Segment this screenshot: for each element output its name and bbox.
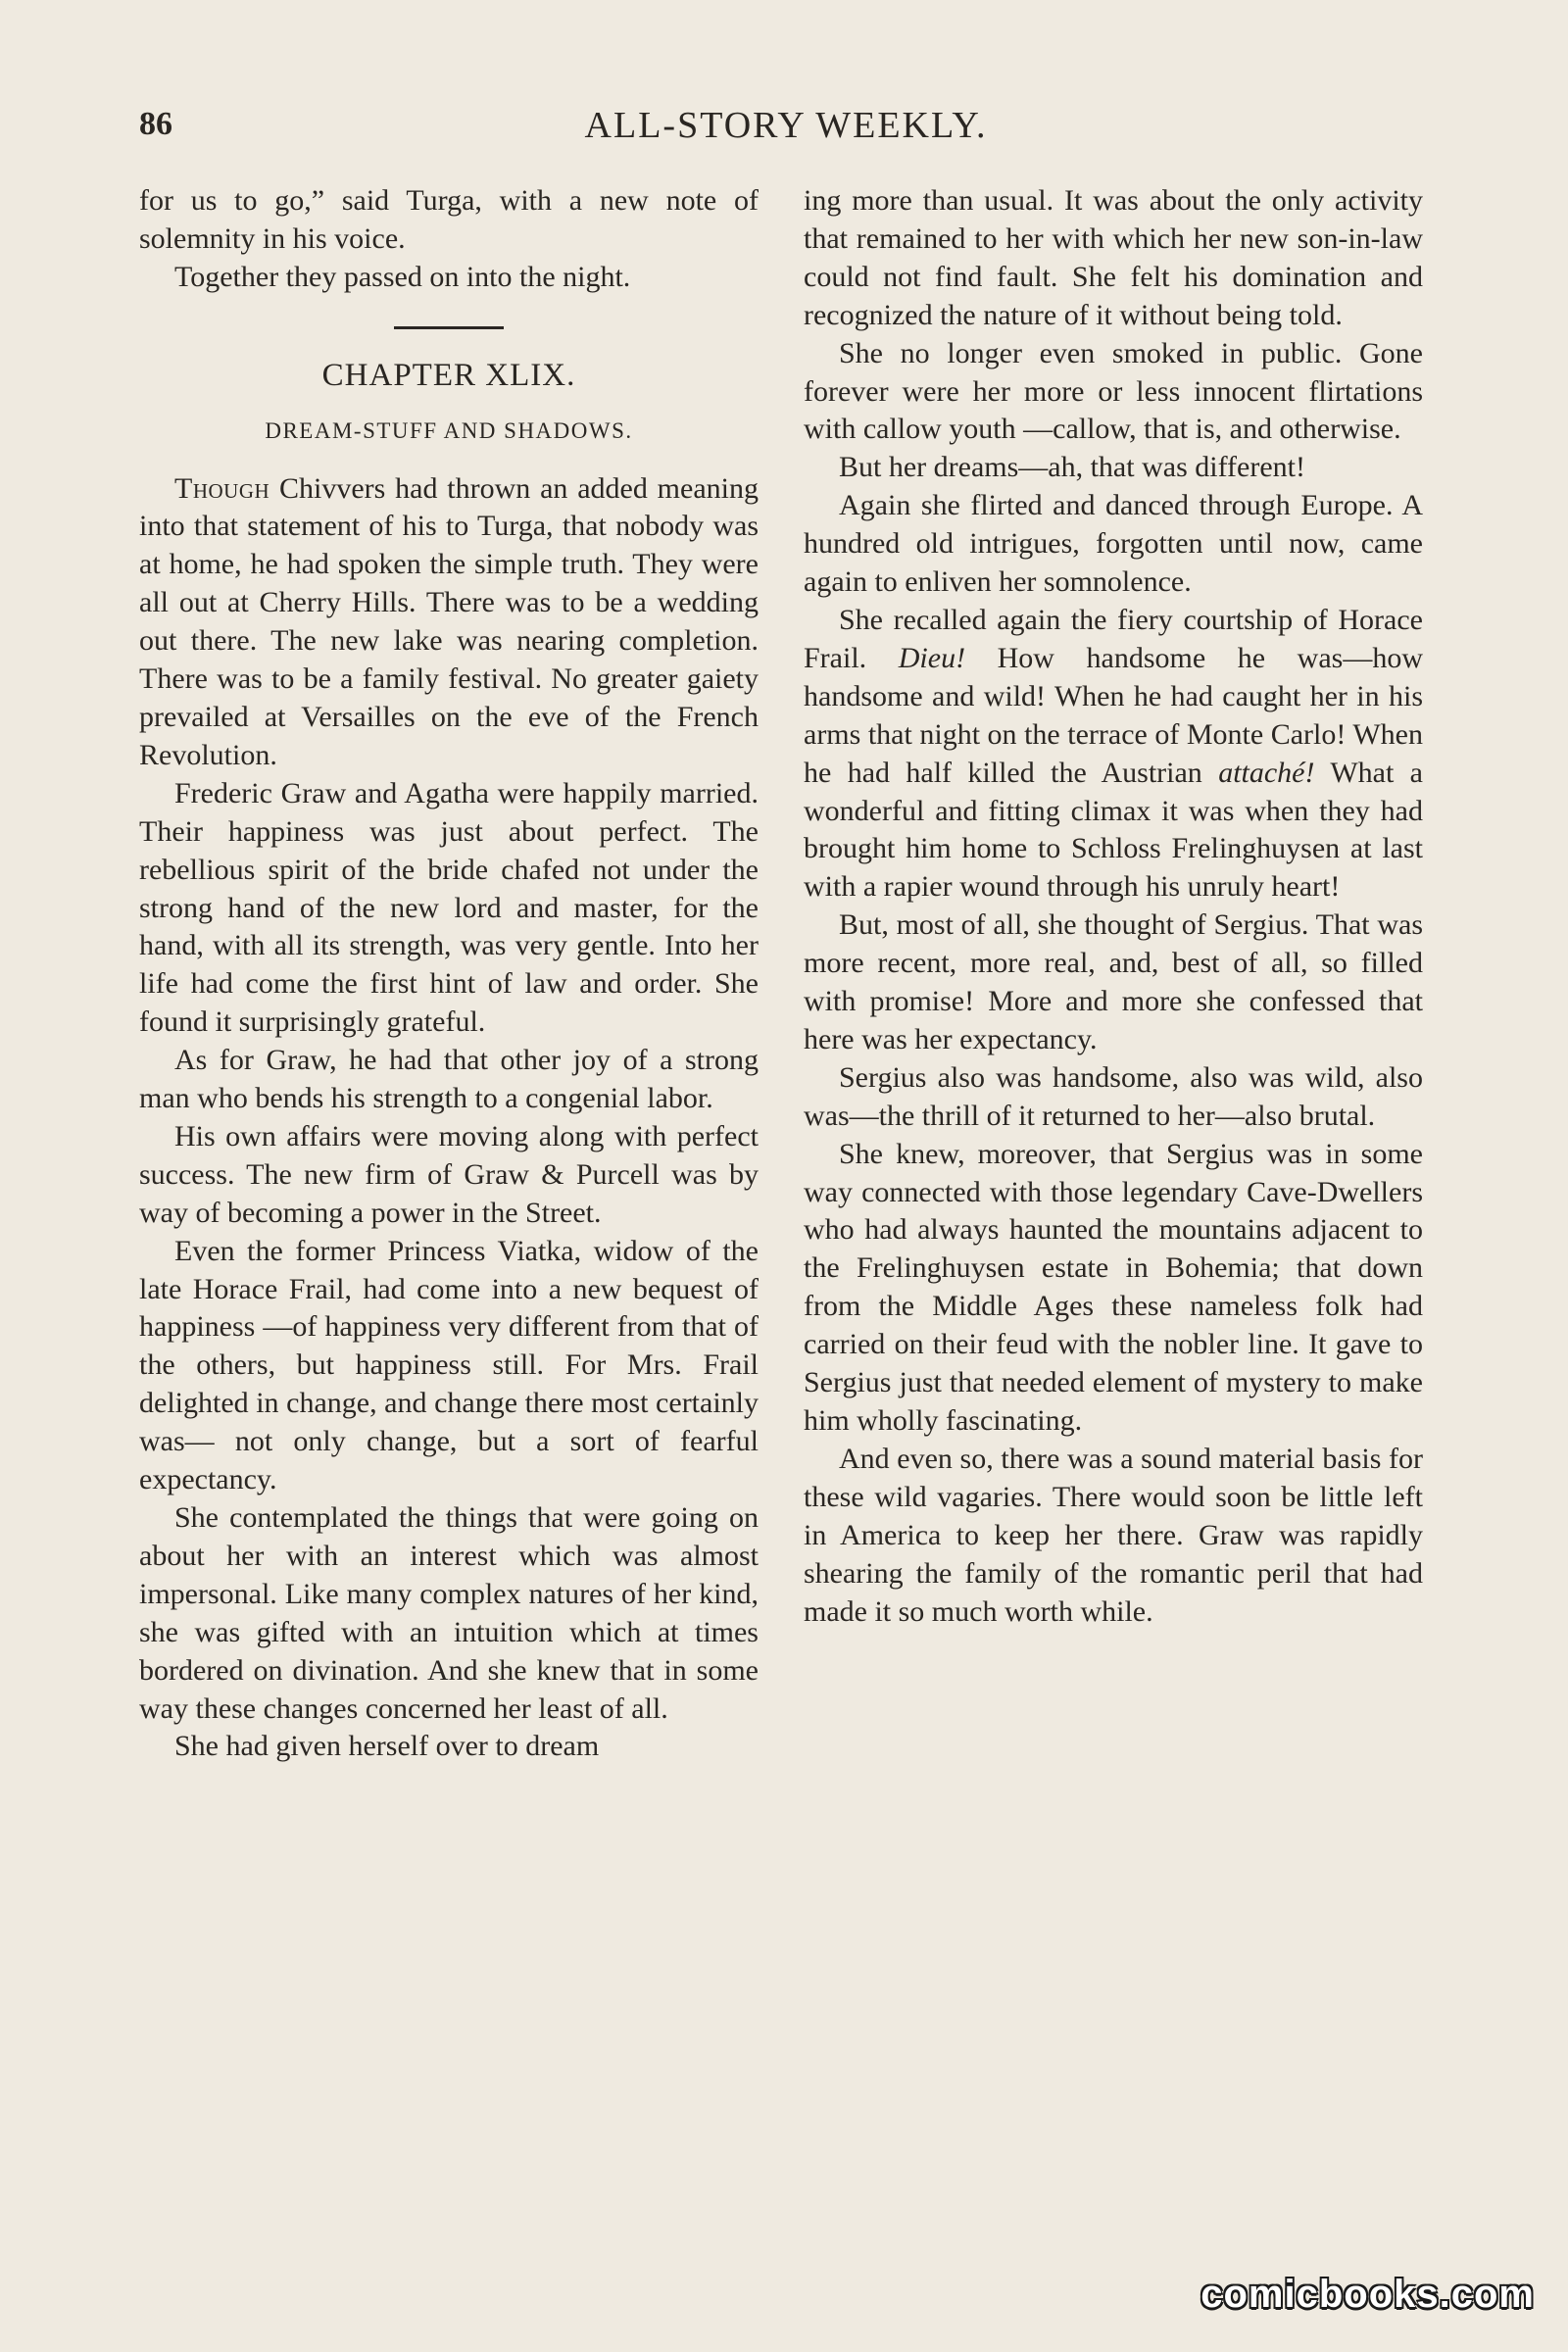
drop-lead-word: Though bbox=[174, 471, 270, 505]
chapter-title: CHAPTER XLIX. bbox=[321, 357, 576, 393]
paragraph: ing more than usual. It was about the only activity that remained to her with which her new son-in-law could not find fault. She felt his domination and recognized the nature of it without being told. bbox=[804, 184, 1423, 331]
paragraph: Even the former Princess Viatka, widow of the late Horace Frail, had come into a new bequest of happiness —of happiness very different from that of the others, but happiness still. For Mrs. Frail delighted in change, and change there most certainly was— not only change, but a sort of fearful expectancy. bbox=[139, 1234, 759, 1496]
paragraph-text: What a wonderful and fitting climax it was when they had brought him home to Schloss Frelinghuysen at last with a rapier wound through his unruly heart! bbox=[804, 756, 1423, 904]
paragraph-text: She recalled again the fiery courtship of Horace Frail. bbox=[804, 603, 1423, 674]
italic-word: attaché! bbox=[1218, 756, 1315, 789]
paragraph: Together they passed on into the night. bbox=[174, 260, 631, 293]
chapter-subtitle: DREAM-STUFF AND SHADOWS. bbox=[265, 417, 633, 443]
paragraph-text: Chivvers had thrown an added meaning into that statement of his to Turga, that nobody was at home, he had spoken the simple truth. They were all out at Cherry Hills. There was to be a wedding out there. The new lake was nearing completion. There was to be a family festival. No greater gaiety prevailed at Versailles on the eve of the French Revolution. bbox=[139, 471, 759, 771]
paragraph: for us to go,” said Turga, with a new note of solemnity in his voice. bbox=[139, 184, 759, 255]
paragraph: His own affairs were moving along with perfect success. The new firm of Graw & Purcell was by way of becoming a power in the Street. bbox=[139, 1119, 759, 1229]
italic-word: Dieu! bbox=[898, 641, 966, 674]
paragraph: She knew, moreover, that Sergius was in some way connected with those legendary Cave-Dwellers who had always haunted the mountains adjacent to the Frelinghuysen estate in Bohemia; that down from the Middle Ages these nameless folk had carried on their feud with the nobler line. It gave to Sergius just that needed element of mystery to make him wholly fascinating. bbox=[804, 1137, 1423, 1437]
paragraph bbox=[804, 602, 1423, 906]
paragraph: But her dreams—ah, that was different! bbox=[839, 451, 1305, 484]
paragraph: But, most of all, she thought of Sergius. That was more recent, more real, and, best of all, so filled with promise! More and more she confessed that here was her expectancy. bbox=[804, 908, 1423, 1055]
paragraph: She no longer even smoked in public. Gone forever were her more or less innocent flirtations with callow youth —callow, that is, and otherwise. bbox=[804, 336, 1423, 446]
running-head: ALL-STORY WEEKLY. bbox=[584, 105, 988, 146]
paragraph: Again she flirted and danced through Europe. A hundred old intrigues, forgotten until now, came again to enliven her somnolence. bbox=[804, 489, 1423, 599]
paragraph: Sergius also was handsome, also was wild, also was—the thrill of it returned to her—also brutal. bbox=[804, 1060, 1423, 1132]
section-divider bbox=[394, 326, 504, 329]
paragraph: She contemplated the things that were going on about her with an interest which was almost impersonal. Like many complex natures of her kind, she was gifted with an intuition which at times bordered on divination. And she knew that in some way these changes concerned her least of all. bbox=[139, 1501, 759, 1725]
paragraph: She had given herself over to dream bbox=[174, 1730, 600, 1763]
paragraph: Frederic Graw and Agatha were happily married. Their happiness was just about perfect. The rebellious spirit of the bride chafed not under the strong hand of the new lord and master, for the hand, with all its strength, was very gentle. Into her life had come the first hint of law and order. She found it surprisingly grateful. bbox=[139, 776, 759, 1039]
left-column bbox=[139, 182, 759, 1766]
page-number: 86 bbox=[139, 106, 172, 142]
paragraph-text: How handsome he was—how handsome and wild! When he had caught her in his arms that night on the terrace of Monte Carlo! When he had half killed the Austrian bbox=[804, 641, 1423, 789]
site-watermark: comicbooks.com bbox=[1200, 2273, 1535, 2316]
right-column bbox=[804, 182, 1423, 1631]
paragraph: And even so, there was a sound material basis for these wild vagaries. There would soon be little left in America to keep her there. Graw was rapidly shearing the family of the romantic peril that had made it so much worth while. bbox=[804, 1442, 1423, 1628]
page-header bbox=[139, 98, 1433, 157]
paragraph bbox=[139, 470, 759, 775]
paragraph: As for Graw, he had that other joy of a strong man who bends his strength to a congenial labor. bbox=[139, 1044, 759, 1115]
